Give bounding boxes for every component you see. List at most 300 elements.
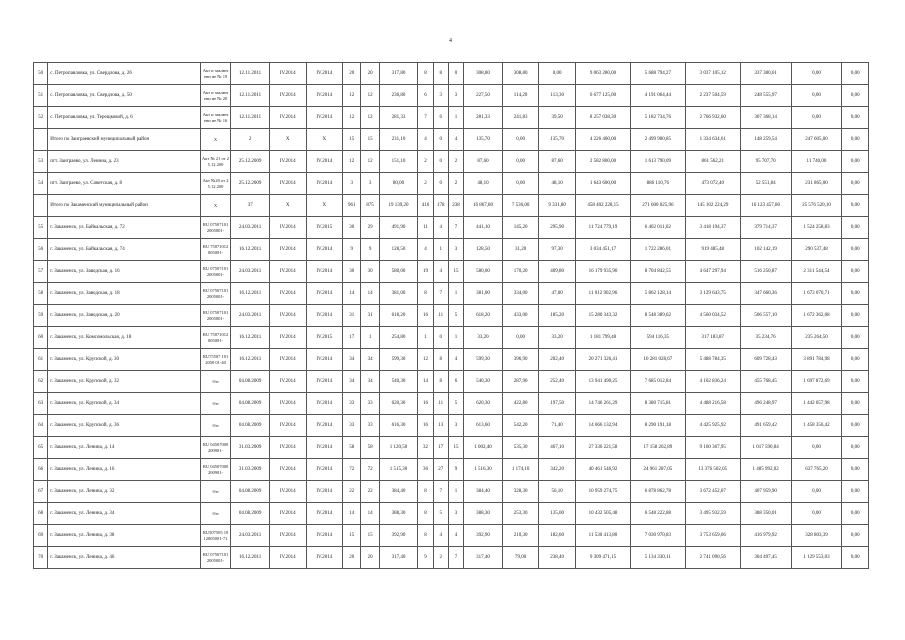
cell-addr: г. Закаменск, ул. Ленина, д. 14 xyxy=(48,437,201,459)
cell-d: 37 xyxy=(231,195,270,217)
cell-z2: 0,00 xyxy=(842,503,869,525)
cell-z2: 0,00 xyxy=(842,437,869,459)
table-row xyxy=(34,85,869,107)
cell-a2: 308,80 xyxy=(502,63,539,85)
cell-z2: 0,00 xyxy=(842,327,869,349)
cell-f1: 6 878 862,78 xyxy=(630,481,685,503)
cell-p2: IV.2014 xyxy=(306,261,343,283)
cell-a2: 396,90 xyxy=(502,349,539,371)
cell-d: 04.08.2009 xyxy=(231,503,270,525)
cell-area: 618,20 xyxy=(379,305,418,327)
cell-z1: 0,00 xyxy=(791,107,842,129)
cell-cost: 40 461 546,92 xyxy=(575,459,630,481)
cell-a1: 388,30 xyxy=(464,503,503,525)
cell-z2: 0,00 xyxy=(842,261,869,283)
cell-f1: 2 499 900,85 xyxy=(630,129,685,151)
cell-a2: 145,20 xyxy=(502,217,539,239)
cell-f1: 1 613 790,09 xyxy=(630,151,685,173)
cell-cost: 11 012 902,96 xyxy=(575,283,630,305)
table-row xyxy=(34,195,869,217)
cell-z1: 1 442 057,98 xyxy=(791,393,842,415)
cell-p1: IV.2014 xyxy=(269,305,306,327)
table-row xyxy=(34,371,869,393)
cell-k2: 11 xyxy=(433,305,448,327)
cell-area: 540,30 xyxy=(379,371,418,393)
cell-c1: 58 xyxy=(343,437,361,459)
cell-f1: 5 688 794,27 xyxy=(630,63,685,85)
cell-f1: 5 182 734,76 xyxy=(630,107,685,129)
cell-p1: IV.2014 xyxy=(269,525,306,547)
cell-a1: 281,33 xyxy=(464,107,503,129)
cell-k3: 5 xyxy=(448,305,463,327)
cell-a2: 433,00 xyxy=(502,305,539,327)
cell-p2: IV.2014 xyxy=(306,547,343,569)
cell-n: 60 xyxy=(34,327,48,349)
cell-k2: 0 xyxy=(433,129,448,151)
cell-cost: 6 677 125,00 xyxy=(575,85,630,107)
cell-a1: 317,40 xyxy=(464,547,503,569)
cell-f2: 145 102 224,29 xyxy=(685,195,740,217)
cell-a2: 328,30 xyxy=(502,481,539,503)
cell-doc: RU75507 1012050 01-40 xyxy=(200,349,231,371)
cell-doc: б/н xyxy=(200,503,231,525)
cell-f3: 609 728,43 xyxy=(740,349,791,371)
cell-z1: 1 672 362,08 xyxy=(791,305,842,327)
cell-k1: 8 xyxy=(418,283,433,305)
cell-p1: IV.2014 xyxy=(269,437,306,459)
cell-addr: Итого по Закаменский муниципальный район xyxy=(48,195,201,217)
cell-p1: IV.2014 xyxy=(269,217,306,239)
cell-z1: 1 673 070,71 xyxy=(791,283,842,305)
cell-doc: б/н xyxy=(200,393,231,415)
cell-k3: 2 xyxy=(448,151,463,173)
cell-a2: 170,20 xyxy=(502,261,539,283)
cell-z1: 1 697 872,69 xyxy=(791,371,842,393)
cell-d: 25.12.2009 xyxy=(231,173,270,195)
cell-p2: IV.2014 xyxy=(306,173,343,195)
cell-z1: 247 605,00 xyxy=(791,129,842,151)
cell-p2: IV.2014 xyxy=(306,85,343,107)
cell-cost: 10 959 274,75 xyxy=(575,481,630,503)
cell-d: 31.03.2009 xyxy=(231,459,270,481)
cell-f3: 516 250,87 xyxy=(740,261,791,283)
cell-d: 24.03.2011 xyxy=(231,261,270,283)
cell-c1: 20 xyxy=(343,63,361,85)
cell-cost: 10 432 505,48 xyxy=(575,503,630,525)
table-row xyxy=(34,261,869,283)
cell-k3: 1 xyxy=(448,107,463,129)
cell-c1: 9 xyxy=(343,239,361,261)
cell-cost: 11 530 413,80 xyxy=(575,525,630,547)
cell-n xyxy=(34,195,48,217)
cell-z2: 0,00 xyxy=(842,107,869,129)
table-row xyxy=(34,437,869,459)
cell-a1: 599,30 xyxy=(464,349,503,371)
cell-z2: 0,00 xyxy=(842,459,869,481)
cell-a3: 9 331,80 xyxy=(539,195,576,217)
cell-f3: 455 768,45 xyxy=(740,371,791,393)
cell-z1: 0,00 xyxy=(791,85,842,107)
cell-k3: 238 xyxy=(448,195,463,217)
cell-c1: 34 xyxy=(343,349,361,371)
cell-addr: г. Закаменск, ул. Байкальская, д. 72 xyxy=(48,217,201,239)
cell-f1: 8 290 191,18 xyxy=(630,415,685,437)
cell-addr: г. Закаменск, ул. Заводская, д. 18 xyxy=(48,283,201,305)
cell-p1: IV.2014 xyxy=(269,107,306,129)
cell-d: 16.12.2011 xyxy=(231,349,270,371)
cell-c1: 33 xyxy=(343,393,361,415)
cell-f3: 102 142,19 xyxy=(740,239,791,261)
cell-k1: 4 xyxy=(418,239,433,261)
cell-c2: 33 xyxy=(361,415,379,437)
cell-f3: 1 017 590,84 xyxy=(740,437,791,459)
cell-a1: 87,60 xyxy=(464,151,503,173)
cell-f3: 496 248,97 xyxy=(740,393,791,415)
cell-a2: 1 174,10 xyxy=(502,459,539,481)
cell-area: 19 139,20 xyxy=(379,195,418,217)
cell-z2: 0,00 xyxy=(842,481,869,503)
cell-a3: 409,80 xyxy=(539,261,576,283)
cell-f1: 10 281 028,67 xyxy=(630,349,685,371)
cell-k2: 0 xyxy=(433,327,448,349)
cell-addr: г. Закаменск, ул. Комсомольская, д. 18 xyxy=(48,327,201,349)
cell-c1: 17 xyxy=(343,327,361,349)
cell-k3: 7 xyxy=(448,217,463,239)
cell-f2: 3 753 659,66 xyxy=(685,525,740,547)
cell-p2: X xyxy=(306,195,343,217)
cell-doc: RU 07507101 2005001- xyxy=(200,217,231,239)
cell-k2: 11 xyxy=(433,393,448,415)
cell-p2: IV.2014 xyxy=(306,305,343,327)
housing-program-table xyxy=(33,62,869,569)
cell-z2: 0,00 xyxy=(842,195,869,217)
table-row xyxy=(34,283,869,305)
cell-n: 61 xyxy=(34,349,48,371)
page-number: 4 xyxy=(449,38,452,44)
cell-addr: пгт. Заиграево, ул. Ленина, д. 23 xyxy=(48,151,201,173)
cell-a3: 185,20 xyxy=(539,305,576,327)
cell-p2: IV.2014 xyxy=(306,371,343,393)
cell-c2: 9 xyxy=(361,239,379,261)
cell-a1: 613,60 xyxy=(464,415,503,437)
cell-f3: 52 551,84 xyxy=(740,173,791,195)
cell-d: 12.11.2011 xyxy=(231,107,270,129)
cell-a2: 0,00 xyxy=(502,151,539,173)
cell-k3: 15 xyxy=(448,437,463,459)
cell-p1: IV.2014 xyxy=(269,481,306,503)
cell-a2: 241,83 xyxy=(502,107,539,129)
cell-k3: 2 xyxy=(448,173,463,195)
cell-z1: 1 524 258,83 xyxy=(791,217,842,239)
cell-z2: 0,00 xyxy=(842,547,869,569)
cell-f2: 3 418 194,37 xyxy=(685,217,740,239)
table-row xyxy=(34,239,869,261)
cell-z1: 0,00 xyxy=(791,503,842,525)
cell-k2: 4 xyxy=(433,217,448,239)
cell-z2: 0,00 xyxy=(842,129,869,151)
cell-f3: 304 497,45 xyxy=(740,547,791,569)
cell-p2: IV.2014 xyxy=(306,459,343,481)
cell-cost: 9 309 471,15 xyxy=(575,547,630,569)
cell-k3: 1 xyxy=(448,283,463,305)
table-row xyxy=(34,459,869,481)
cell-doc: RU507505 1012005001-71 xyxy=(200,525,231,547)
cell-p2: X xyxy=(306,129,343,151)
cell-n: 52 xyxy=(34,107,48,129)
cell-f3: 307 368,14 xyxy=(740,107,791,129)
cell-a2: 287,90 xyxy=(502,371,539,393)
cell-z1: 25 576 520,10 xyxy=(791,195,842,217)
cell-addr: с. Петропавловка, ул. Терещковой, д. 6 xyxy=(48,107,201,129)
cell-z1: 3 891 784,98 xyxy=(791,349,842,371)
cell-c2: 72 xyxy=(361,459,379,481)
cell-area: 231,10 xyxy=(379,129,418,151)
cell-z1: 0,00 xyxy=(791,437,842,459)
cell-a3: 197,50 xyxy=(539,393,576,415)
cell-a2: 253,30 xyxy=(502,503,539,525)
cell-a2: 0,00 xyxy=(502,129,539,151)
cell-c2: 875 xyxy=(361,195,379,217)
cell-k3: 5 xyxy=(448,393,463,415)
table-row xyxy=(34,349,869,371)
cell-k2: 8 xyxy=(433,371,448,393)
cell-d: 16.12.2011 xyxy=(231,327,270,349)
cell-a3: 48,10 xyxy=(539,173,576,195)
cell-z2: 0,00 xyxy=(842,63,869,85)
cell-f1: 7 030 970,83 xyxy=(630,525,685,547)
cell-a2: 422,80 xyxy=(502,393,539,415)
cell-k1: 4 xyxy=(418,129,433,151)
cell-p2: IV.2014 xyxy=(306,349,343,371)
cell-d: 16.12.2011 xyxy=(231,239,270,261)
table-row xyxy=(34,305,869,327)
cell-c1: 12 xyxy=(343,151,361,173)
cell-a3: 113,30 xyxy=(539,85,576,107)
cell-d: 24.03.2011 xyxy=(231,305,270,327)
cell-n xyxy=(34,129,48,151)
cell-d: 04.08.2009 xyxy=(231,393,270,415)
cell-k1: 32 xyxy=(418,437,433,459)
cell-addr: г. Закаменск, ул. Ленина, д. 38 xyxy=(48,525,201,547)
cell-c1: 31 xyxy=(343,305,361,327)
cell-cost: 3 034 451,17 xyxy=(575,239,630,261)
cell-f2: 3 129 643,75 xyxy=(685,283,740,305)
cell-f3: 416 979,92 xyxy=(740,525,791,547)
cell-z1: 11 740,00 xyxy=(791,151,842,173)
cell-a1: 1 002,40 xyxy=(464,437,503,459)
cell-doc: б/н xyxy=(200,481,231,503)
cell-c2: 31 xyxy=(361,305,379,327)
cell-c1: 30 xyxy=(343,261,361,283)
cell-n: 50 xyxy=(34,63,48,85)
cell-c1: 15 xyxy=(343,129,361,151)
cell-cost: 13 941 490,25 xyxy=(575,371,630,393)
cell-a2: 7 536,00 xyxy=(502,195,539,217)
cell-f2: 3 672 452,07 xyxy=(685,481,740,503)
cell-f2: 861 562,21 xyxy=(685,151,740,173)
cell-c2: 3 xyxy=(361,173,379,195)
cell-f1: 1 722 286,01 xyxy=(630,239,685,261)
cell-a1: 618,20 xyxy=(464,305,503,327)
cell-k3: 1 xyxy=(448,327,463,349)
cell-c2: 34 xyxy=(361,371,379,393)
cell-k3: 3 xyxy=(448,415,463,437)
cell-f3: 379 714,37 xyxy=(740,217,791,239)
cell-p2: IV.2014 xyxy=(306,503,343,525)
cell-cost: 1 181 799,48 xyxy=(575,327,630,349)
cell-p2: IV.2014 xyxy=(306,415,343,437)
cell-k1: 1 xyxy=(418,327,433,349)
cell-k3: 4 xyxy=(448,129,463,151)
cell-p1: X xyxy=(269,195,306,217)
cell-f3: 337 380,61 xyxy=(740,63,791,85)
cell-a3: 252,40 xyxy=(539,371,576,393)
cell-doc: RU 07507101 2005001- xyxy=(200,305,231,327)
cell-a3: 135,70 xyxy=(539,129,576,151)
cell-doc: Акт №20 от 25.12.200 xyxy=(200,173,231,195)
cell-f3: 1 485 992,02 xyxy=(740,459,791,481)
cell-k1: 416 xyxy=(418,195,433,217)
cell-k3: 4 xyxy=(448,349,463,371)
cell-d: 04.08.2009 xyxy=(231,415,270,437)
cell-f1: 886 110,76 xyxy=(630,173,685,195)
cell-p2: IV.2014 xyxy=(306,437,343,459)
cell-k3: 0 xyxy=(448,63,463,85)
cell-p2: IV.2014 xyxy=(306,481,343,503)
cell-c2: 29 xyxy=(361,217,379,239)
cell-k1: 8 xyxy=(418,525,433,547)
cell-addr: пгт. Заиграево, ул. Советская, д. 8 xyxy=(48,173,201,195)
cell-a3: 56,10 xyxy=(539,481,576,503)
cell-c1: 20 xyxy=(343,547,361,569)
cell-p1: IV.2014 xyxy=(269,349,306,371)
cell-c1: 961 xyxy=(343,195,361,217)
cell-k1: 12 xyxy=(418,349,433,371)
cell-f2: 4 425 925,92 xyxy=(685,415,740,437)
cell-f2: 317 183,87 xyxy=(685,327,740,349)
cell-cost: 27 336 221,58 xyxy=(575,437,630,459)
cell-cost: 1 643 600,00 xyxy=(575,173,630,195)
cell-a3: 97,30 xyxy=(539,239,576,261)
cell-f2: 3 037 105,12 xyxy=(685,63,740,85)
cell-n: 57 xyxy=(34,261,48,283)
cell-a3: 135,00 xyxy=(539,503,576,525)
cell-p1: IV.2014 xyxy=(269,503,306,525)
cell-c1: 72 xyxy=(343,459,361,481)
cell-a3: 0,00 xyxy=(539,63,576,85)
cell-doc: RU 75071012 005001- xyxy=(200,327,231,349)
cell-k3: 1 xyxy=(448,481,463,503)
cell-a2: 542,20 xyxy=(502,415,539,437)
cell-k1: 2 xyxy=(418,173,433,195)
cell-n: 70 xyxy=(34,547,48,569)
cell-d: 31.03.2009 xyxy=(231,437,270,459)
cell-a3: 238,40 xyxy=(539,547,576,569)
cell-z1: 290 537,48 xyxy=(791,239,842,261)
cell-doc: RU 07507101 2005001- xyxy=(200,547,231,569)
cell-f3: 248 555,97 xyxy=(740,85,791,107)
cell-z2: 0,00 xyxy=(842,85,869,107)
cell-f2: 13 376 502,05 xyxy=(685,459,740,481)
cell-d: 04.08.2009 xyxy=(231,481,270,503)
cell-a2: 79,00 xyxy=(502,547,539,569)
cell-f1: 4 191 064,44 xyxy=(630,85,685,107)
table-row xyxy=(34,393,869,415)
cell-area: 151,10 xyxy=(379,151,418,173)
table-row xyxy=(34,547,869,569)
cell-f2: 4 647 297,94 xyxy=(685,261,740,283)
cell-k2: 7 xyxy=(433,481,448,503)
cell-z1: 328 803,39 xyxy=(791,525,842,547)
cell-k1: 8 xyxy=(418,63,433,85)
cell-a3: 342,20 xyxy=(539,459,576,481)
cell-p2: IV.2014 xyxy=(306,107,343,129)
table-row xyxy=(34,503,869,525)
cell-k1: 16 xyxy=(418,305,433,327)
cell-z1: 1 458 356,42 xyxy=(791,415,842,437)
cell-c2: 22 xyxy=(361,481,379,503)
cell-k2: 2 xyxy=(433,547,448,569)
cell-z2: 0,00 xyxy=(842,283,869,305)
cell-f2: 2 237 504,59 xyxy=(685,85,740,107)
cell-doc: RU 04507000 200901- xyxy=(200,459,231,481)
cell-k1: 19 xyxy=(418,261,433,283)
cell-doc: Акт и заключени ие № 16 xyxy=(200,107,231,129)
cell-k1: 2 xyxy=(418,151,433,173)
cell-p1: X xyxy=(269,129,306,151)
cell-d: 24.03.2011 xyxy=(231,525,270,547)
cell-a1: 620,30 xyxy=(464,393,503,415)
table-row xyxy=(34,415,869,437)
cell-z1: 0,00 xyxy=(791,481,842,503)
cell-a1: 441,10 xyxy=(464,217,503,239)
cell-p1: IV.2014 xyxy=(269,151,306,173)
cell-k3: 9 xyxy=(448,459,463,481)
cell-p1: IV.2014 xyxy=(269,547,306,569)
cell-a2: 210,30 xyxy=(502,525,539,547)
cell-f1: 8 704 842,55 xyxy=(630,261,685,283)
cell-n: 65 xyxy=(34,437,48,459)
table-row xyxy=(34,63,869,85)
cell-cost: 14 746 261,29 xyxy=(575,393,630,415)
cell-a3: 39,50 xyxy=(539,107,576,129)
cell-a1: 135,70 xyxy=(464,129,503,151)
cell-doc: RU 75071012 005001- xyxy=(200,239,231,261)
cell-k2: 0 xyxy=(433,151,448,173)
cell-a3: 182,60 xyxy=(539,525,576,547)
cell-f2: 9 160 367,95 xyxy=(685,437,740,459)
cell-addr: г. Закаменск, ул. Крупской, д. 30 xyxy=(48,349,201,371)
cell-addr: г. Закаменск, ул. Байкальская, д. 74 xyxy=(48,239,201,261)
cell-area: 392,90 xyxy=(379,525,418,547)
cell-doc: б/н xyxy=(200,415,231,437)
cell-k2: 13 xyxy=(433,415,448,437)
cell-c2: 30 xyxy=(361,261,379,283)
cell-cost: 20 271 326,41 xyxy=(575,349,630,371)
cell-f3: 347 660,36 xyxy=(740,283,791,305)
cell-area: 128,50 xyxy=(379,239,418,261)
cell-z2: 0,00 xyxy=(842,415,869,437)
cell-f2: 3 495 932,59 xyxy=(685,503,740,525)
cell-cost: 4 226 400,00 xyxy=(575,129,630,151)
table-row xyxy=(34,481,869,503)
cell-c2: 15 xyxy=(361,525,379,547)
cell-area: 580,00 xyxy=(379,261,418,283)
cell-f3: 491 659,42 xyxy=(740,415,791,437)
cell-p2: IV.2014 xyxy=(306,393,343,415)
cell-addr: с. Петропавловка, ул. Свердлова, д. 50 xyxy=(48,85,201,107)
cell-f1: 5 862 128,14 xyxy=(630,283,685,305)
